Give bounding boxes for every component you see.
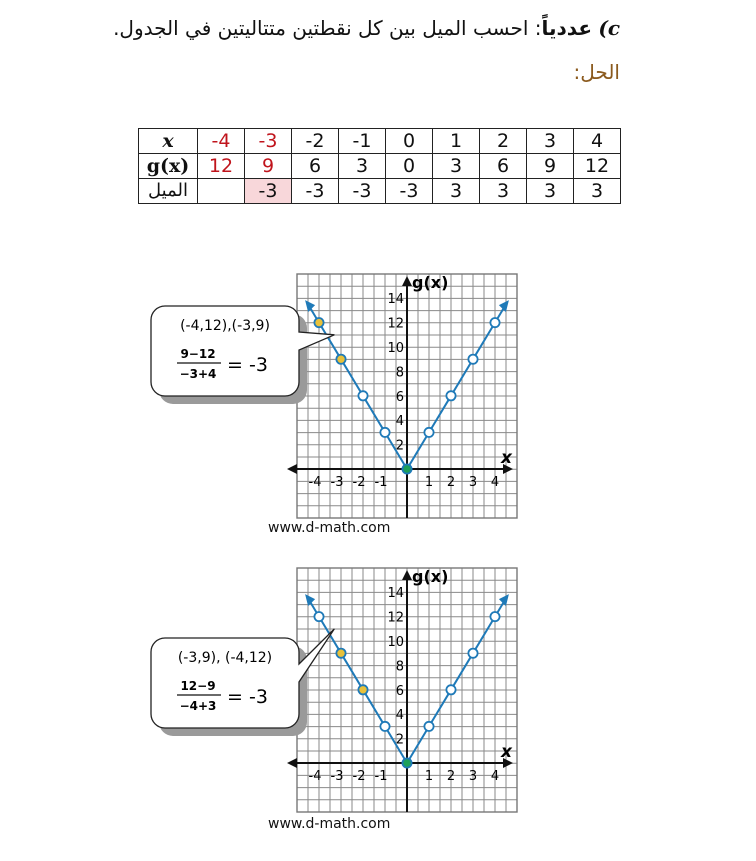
table-cell: -3 [245,179,292,204]
fraction-denominator: −4+3 [179,699,217,713]
data-point [490,318,499,327]
y-tick-label: 14 [387,292,404,308]
callout [151,306,334,404]
y-tick-label: 2 [395,732,404,748]
table-header-g: g(x) [139,154,198,179]
y-tick-label: 4 [395,414,404,430]
table-cell: 3 [480,179,527,204]
graph-1-svg [0,262,756,552]
table-cell: 3 [339,154,386,179]
question-letter: c) [598,16,620,40]
data-point [380,428,389,437]
x-axis-arrow [287,464,297,474]
graph-2-svg [0,556,756,846]
data-point [424,722,433,731]
highlighted-point [336,355,345,364]
x-tick-label: -3 [330,475,344,490]
y-tick-label: 12 [387,610,404,626]
table-header-slope: الميل [139,179,198,204]
table-cell: 3 [574,179,621,204]
y-tick-label: 8 [395,659,404,675]
x-tick-label: 2 [446,769,456,784]
table-cell: 2 [480,129,527,154]
y-axis-arrow [402,570,412,580]
y-axis-label: g(x) [412,273,449,292]
y-tick-label: 10 [387,635,404,650]
table-cell: 12 [574,154,621,179]
callout-points: (-4,12),(-3,9) [180,318,270,334]
table-cell: -4 [198,129,245,154]
x-tick-label: 1 [424,475,434,490]
x-tick-label: 3 [468,475,478,490]
credit-link[interactable]: www.d-math.com [268,816,391,832]
table-cell: 3 [433,179,480,204]
table-cell: 0 [386,154,433,179]
x-tick-label: -2 [352,475,366,490]
x-tick-label: 3 [468,769,478,784]
y-tick-label: 14 [387,586,404,602]
y-tick-label: 10 [387,341,404,356]
x-tick-label: -1 [374,475,388,490]
table-cell: 3 [433,154,480,179]
x-tick-label: -2 [352,769,366,784]
y-tick-label: 6 [395,683,404,699]
callout [151,629,334,736]
fraction-denominator: −3+4 [179,367,217,381]
question-bold-word: عددياً [541,16,592,40]
table-cell: -3 [339,179,386,204]
table-cell: 9 [527,154,574,179]
fraction-result: = -3 [227,354,268,376]
vertex-point [402,464,411,473]
callout-points: (-3,9), (-4,12) [177,650,273,666]
x-tick-label: -4 [308,475,322,490]
highlighted-point [314,318,323,327]
highlighted-point [358,685,367,694]
x-axis-arrow [287,758,297,768]
x-tick-label: 2 [446,475,456,490]
fraction-numerator: 12−9 [180,679,216,693]
table-cell [198,179,245,204]
y-tick-label: 2 [395,438,404,454]
table-cell: 6 [292,154,339,179]
fraction-numerator: 9−12 [180,347,216,361]
table-cell: 9 [245,154,292,179]
table-cell: 4 [574,129,621,154]
table-cell: 1 [433,129,480,154]
y-axis-label: g(x) [412,567,449,586]
values-table [138,128,621,204]
table-cell: 0 [386,129,433,154]
data-point [424,428,433,437]
data-point [314,612,323,621]
table-header-x: x [139,129,198,154]
credit-link[interactable]: www.d-math.com [268,520,391,536]
table-cell: 6 [480,154,527,179]
graph-1 [0,262,756,552]
table-cell: -1 [339,129,386,154]
vertex-point [402,758,411,767]
table-cell: -3 [245,129,292,154]
table-row-x [139,129,621,154]
y-tick-label: 8 [395,365,404,381]
x-tick-label: -3 [330,769,344,784]
y-tick-label: 6 [395,389,404,405]
table-row-g [139,154,621,179]
x-tick-label: 1 [424,769,434,784]
table-cell: -3 [292,179,339,204]
table-cell: -2 [292,129,339,154]
table-cell: 3 [527,129,574,154]
question-line [113,16,620,40]
data-point [468,649,477,658]
data-point [380,722,389,731]
table-cell: 3 [527,179,574,204]
data-point [358,391,367,400]
data-point [468,355,477,364]
fraction-result: = -3 [227,686,268,708]
table-cell: -3 [386,179,433,204]
table-row-slope [139,179,621,204]
y-tick-label: 4 [395,708,404,724]
y-tick-label: 12 [387,316,404,332]
x-axis-label: x [501,448,512,468]
solution-label: الحل: [573,60,620,84]
x-tick-label: -1 [374,769,388,784]
highlighted-point [336,649,345,658]
data-point [446,391,455,400]
x-tick-label: 4 [490,475,500,490]
data-point [490,612,499,621]
x-tick-label: 4 [490,769,500,784]
question-text: : احسب الميل بين كل نقطتين متتاليتين في الجدول. [113,16,542,40]
graph-2 [0,556,756,846]
x-axis-label: x [501,742,512,762]
table-cell: 12 [198,154,245,179]
data-point [446,685,455,694]
x-tick-label: -4 [308,769,322,784]
y-axis-arrow [402,276,412,286]
